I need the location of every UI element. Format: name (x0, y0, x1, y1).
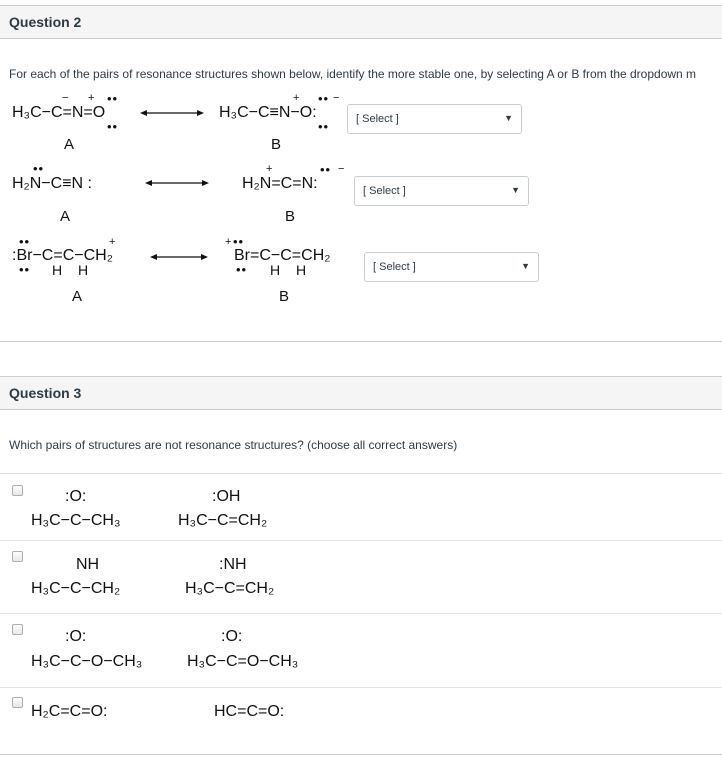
label-3b: B (279, 288, 290, 305)
structure-3a: :Br−C=C−CH₂ (12, 247, 113, 264)
option-2b: H₃C−C=CH₂ (185, 580, 275, 597)
option-1b-top: :OH (212, 488, 241, 505)
lone-pair: •• (318, 91, 330, 106)
charge-plus: + (266, 163, 273, 175)
resonance-arrow-1 (140, 108, 204, 118)
option-3b-top: :O: (221, 628, 243, 645)
lone-pair: •• (318, 119, 330, 134)
lone-pair: •• (236, 262, 248, 277)
answer-option (0, 613, 722, 614)
option-2b-top: :NH (219, 556, 247, 573)
lone-pair: •• (233, 234, 245, 249)
hydrogens-3a: H H (52, 262, 95, 278)
option-1b: H₃C−C=CH₂ (178, 512, 268, 529)
label-1a: A (64, 136, 75, 153)
label-3a: A (72, 288, 83, 305)
structure-1a: H₃C−C=N=O (12, 104, 106, 121)
pair-1-dropdown[interactable] (347, 104, 522, 134)
option-4a: H₂C=C=O: (31, 703, 108, 720)
resonance-arrow-3 (150, 252, 208, 262)
option-1-checkbox[interactable] (12, 485, 23, 496)
structure-2b: H₂N=C=N: (242, 175, 318, 192)
structure-2a: H₂N−C≡N : (12, 175, 92, 192)
charge-minus: − (333, 92, 340, 104)
option-4-checkbox[interactable] (12, 697, 23, 708)
pair-1-dropdown-value: [ Select ] (356, 113, 399, 125)
option-3b: H₃C−C=O−CH₃ (187, 653, 299, 670)
pair-3-dropdown-value: [ Select ] (373, 261, 416, 273)
option-4b: HC=C=O: (214, 703, 285, 720)
answer-option (0, 473, 722, 474)
lone-pair: •• (107, 119, 119, 134)
pair-3-dropdown[interactable] (364, 252, 539, 282)
lone-pair: •• (107, 91, 119, 106)
pair-2-dropdown-value: [ Select ] (363, 185, 406, 197)
hydrogens-3b: H H (270, 262, 313, 278)
lone-pair: •• (19, 262, 31, 277)
answer-option (0, 687, 722, 688)
chevron-down-icon: ▼ (504, 113, 513, 123)
structure-3b: Br=C−C=CH₂ (234, 247, 331, 264)
resonance-arrow-2 (145, 178, 209, 188)
label-1b: B (271, 136, 282, 153)
chevron-down-icon: ▼ (511, 185, 520, 195)
charge-plus: + (225, 236, 232, 248)
charge-plus: + (88, 92, 95, 104)
lone-pair: •• (19, 234, 31, 249)
charge-plus: + (293, 92, 300, 104)
answer-option (0, 540, 722, 541)
question-2-header (0, 5, 722, 39)
question-divider (0, 341, 722, 342)
charge-minus: − (62, 92, 69, 104)
chevron-down-icon: ▼ (521, 261, 530, 271)
pair-2-dropdown[interactable] (354, 176, 529, 206)
option-1a-top: :O: (65, 488, 87, 505)
lone-pair: •• (33, 161, 45, 176)
charge-minus: − (338, 163, 345, 175)
option-2a: H₃C−C−CH₂ (31, 580, 121, 597)
label-2a: A (60, 208, 71, 225)
lone-pair: •• (320, 162, 332, 177)
bottom-divider (0, 754, 722, 755)
option-1a: H₃C−C−CH₃ (31, 512, 121, 529)
question-2-title: Question 2 (9, 14, 82, 30)
option-3-checkbox[interactable] (12, 624, 23, 635)
option-3a: H₃C−C−O−CH₃ (31, 653, 143, 670)
question-3-title: Question 3 (9, 385, 82, 401)
option-3a-top: :O: (65, 628, 87, 645)
question-3-header (0, 376, 722, 410)
structure-1b: H₃C−C≡N−O: (219, 104, 317, 121)
charge-plus: + (109, 236, 116, 248)
question-3-prompt: Which pairs of structures are not resonance structures? (choose all correct answers) (9, 438, 458, 452)
question-2-prompt: For each of the pairs of resonance structures shown below, identify the more stable one, by selecting A or B from the dropdown m (9, 67, 697, 81)
option-2-checkbox[interactable] (12, 551, 23, 562)
label-2b: B (285, 208, 296, 225)
option-2a-top: NH (76, 556, 100, 573)
